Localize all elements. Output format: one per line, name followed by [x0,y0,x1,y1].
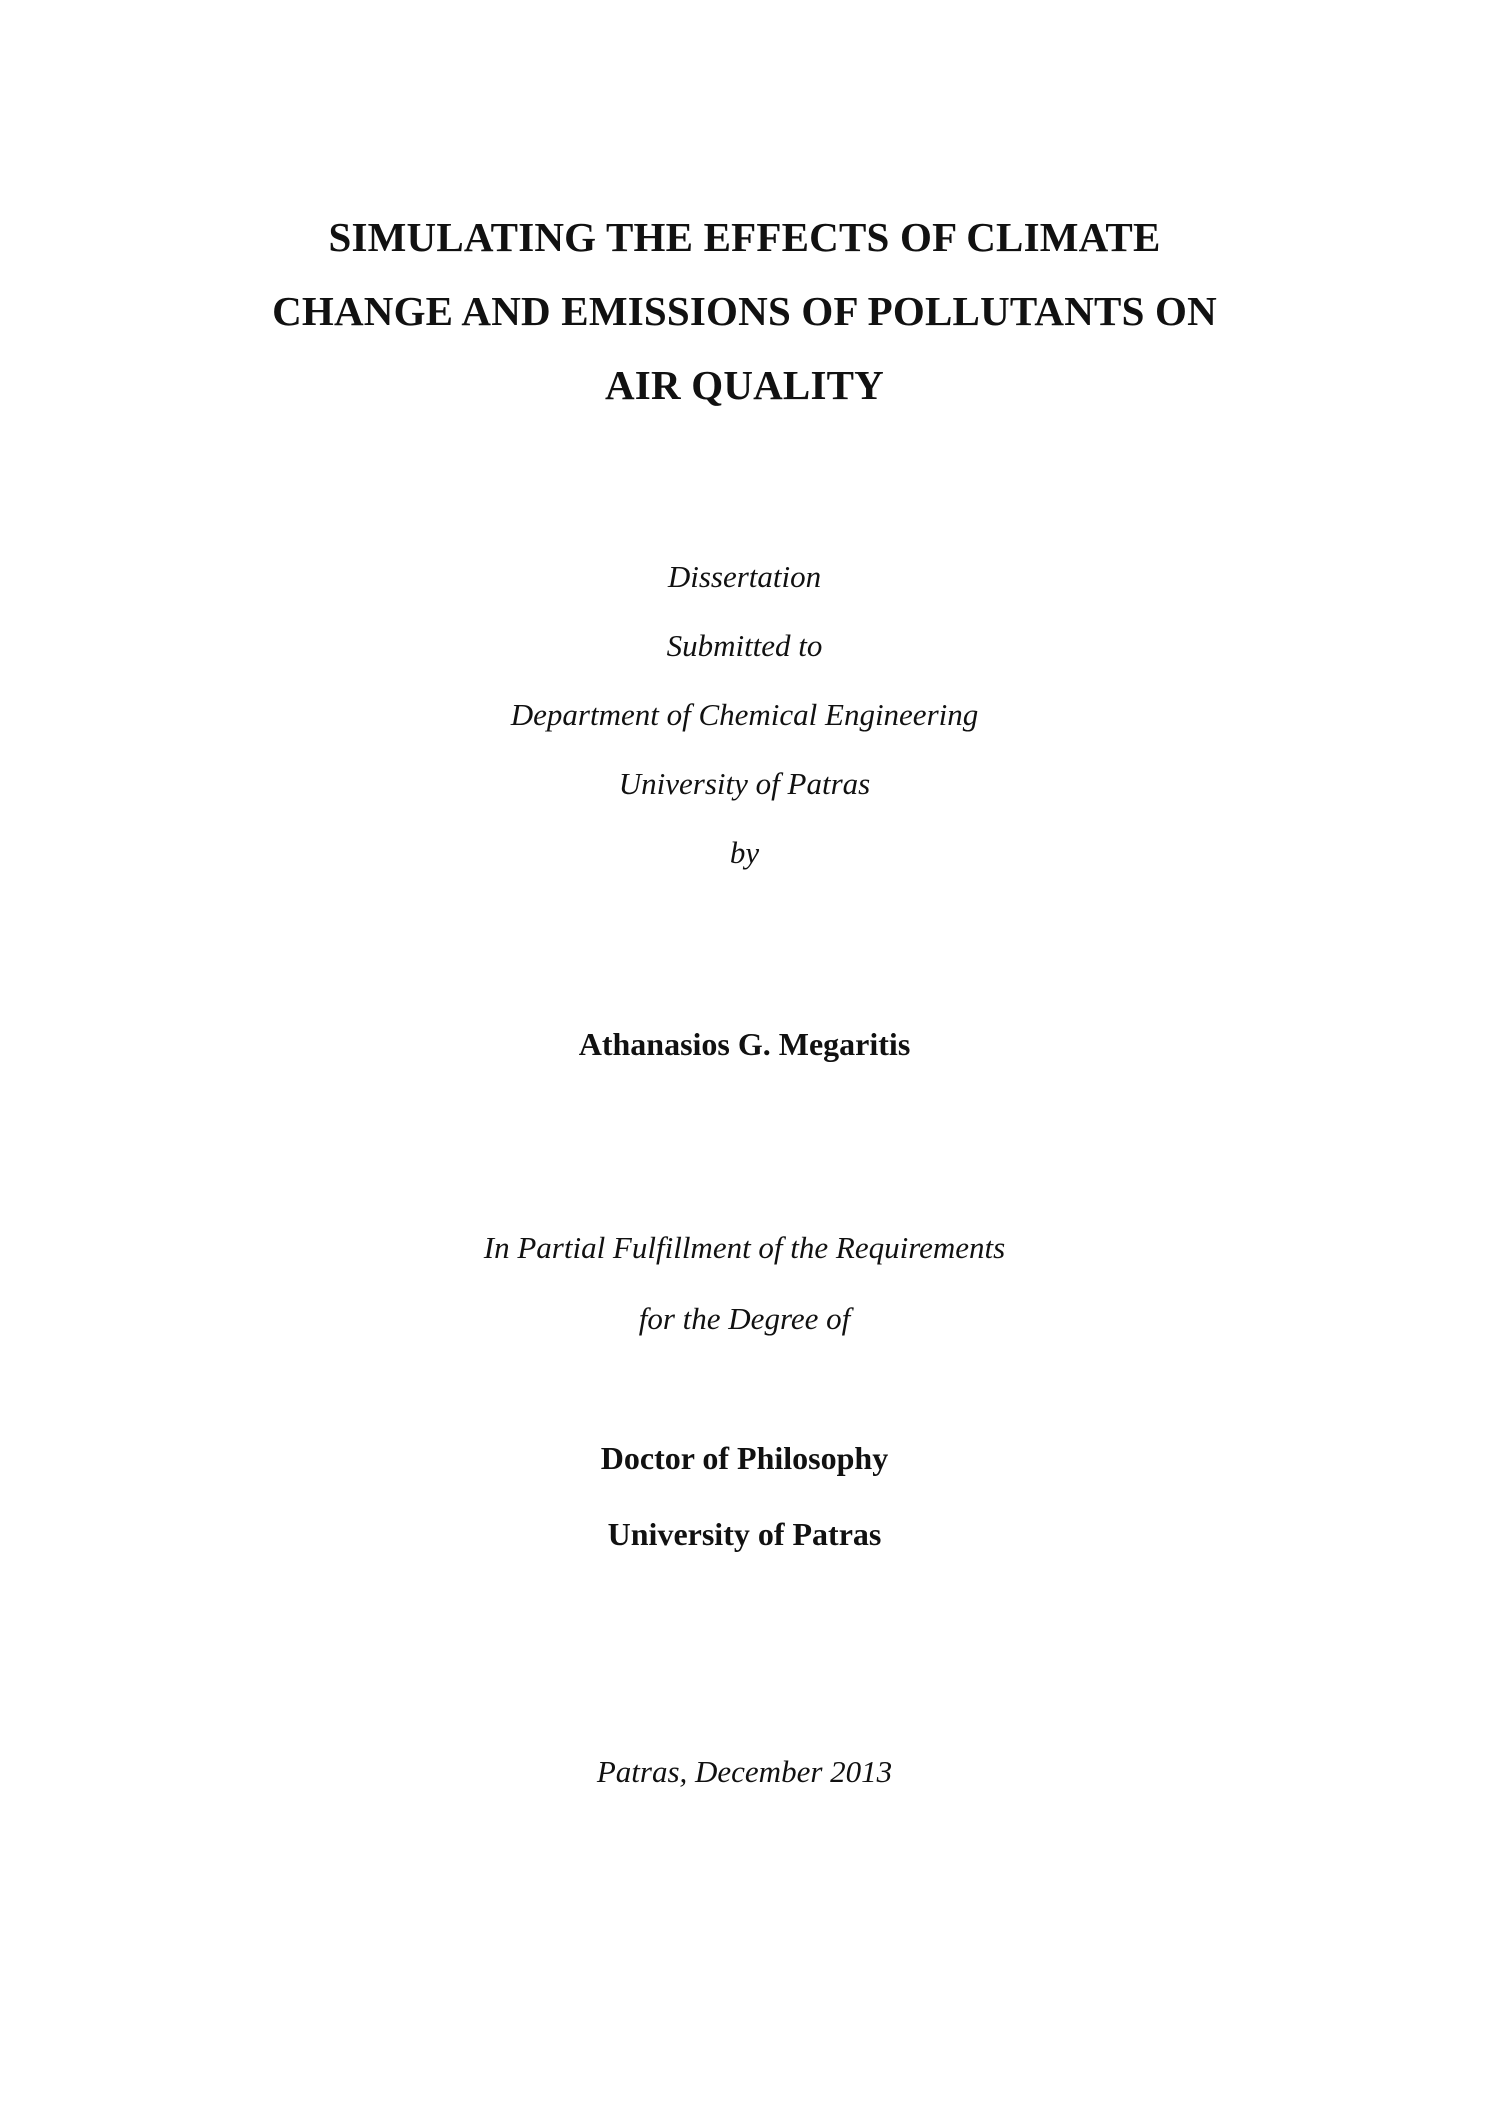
university: University of Patras [618,766,871,801]
submitted-to: Submitted to [666,628,823,663]
author-name: Athanasios G. Megaritis [578,1026,911,1062]
place-date: Patras, December 2013 [596,1754,893,1789]
degree-name: Doctor of Philosophy [600,1440,889,1476]
document-type: Dissertation [667,559,822,594]
department: Department of Chemical Engineering [510,697,979,732]
by-label: by [729,835,760,870]
degree-university: University of Patras [607,1516,882,1552]
requirements-line-2: for the Degree of [638,1301,851,1336]
thesis-title-line-1: SIMULATING THE EFFECTS OF CLIMATE [328,214,1161,260]
thesis-title-line-3: AIR QUALITY [605,362,884,408]
requirements-line-1: In Partial Fulfillment of the Requirements [483,1230,1006,1265]
thesis-title-line-2: CHANGE AND EMISSIONS OF POLLUTANTS ON [272,288,1217,334]
